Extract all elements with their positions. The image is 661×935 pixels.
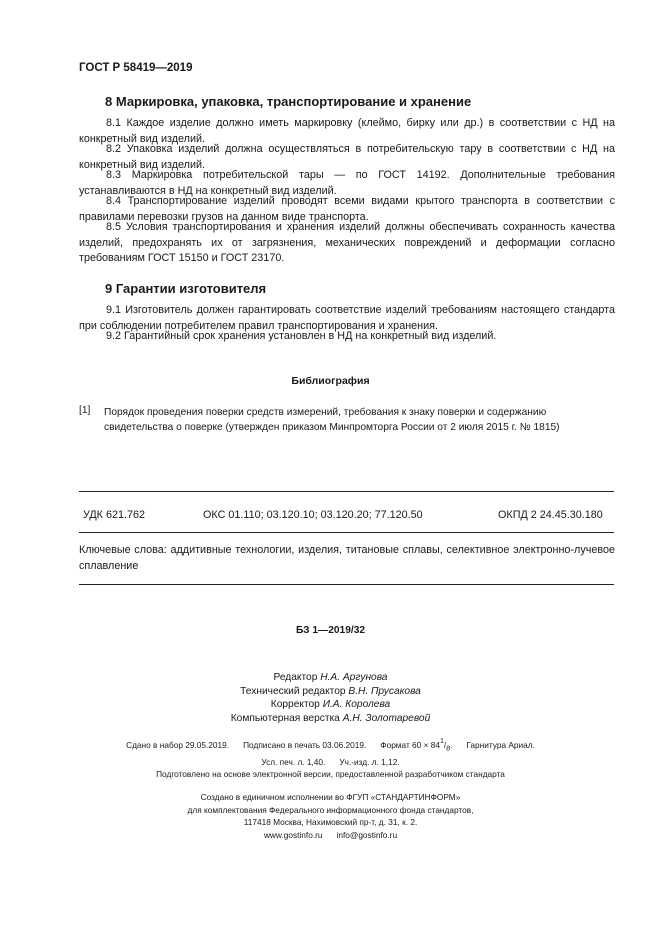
credit-tech-editor-name: В.Н. Прусакова <box>348 685 421 697</box>
imprint-format: Формат $60 \times 84^1/_8$. <box>380 738 453 753</box>
udk-code: УДК 621.762 <box>83 509 146 521</box>
section-9-title: 9 Гарантии изготовителя <box>105 281 267 296</box>
bibliography-ref-text: Порядок проведения поверки средств измерений, требования к знаку поверки и содержанию свидетельства о поверке (утвержден приказом Минпромторга России от 2 июля 2015 г. № 1815) <box>104 407 560 433</box>
imprint-prepared: Подготовлено на основе электронной версии, предоставленной разработчиком стандарта <box>156 769 505 780</box>
divider-top <box>79 491 614 492</box>
credit-layout <box>0 712 661 726</box>
imprint-typeface: Гарнитура Ариал. <box>466 739 535 750</box>
paragraph-8-5: 8.5 Условия транспортирования и хранения изделий должны обеспечивать сохранность качества изделий, предохранять их от загрязнения, механических повреждений и деформации согласно требованиям ГОСТ 15150 и ГОСТ 23170. <box>79 221 615 265</box>
publisher-block <box>0 791 661 841</box>
credit-tech-editor-label: Технический редактор <box>240 685 346 697</box>
paragraph-9-1: 9.1 Изготовитель должен гарантировать соответствие изделий требованиям настоящего стандарта при соблюдении потребителем правил транспортирования и хранения. <box>79 304 615 332</box>
bibliography-title: Библиография <box>291 375 370 387</box>
print-imprint <box>0 737 661 781</box>
divider-middle <box>79 532 614 533</box>
keywords: Ключевые слова: аддитивные технологии, изделия, титановые сплавы, селективное электронно-лучевое сплавление <box>79 544 615 572</box>
section-8-title: 8 Маркировка, упаковка, транспортирование и хранение <box>105 94 472 109</box>
credit-editor-label: Редактор <box>273 672 318 683</box>
credit-proofreader-name: И.А. Королева <box>322 699 391 710</box>
bibliography-ref-number: [1] <box>79 405 91 416</box>
credit-layout-name: А.Н. Золотаревой <box>342 712 431 724</box>
publisher-website[interactable]: www.gostinfo.ru <box>263 829 323 840</box>
imprint-format-num: 1 <box>439 738 444 745</box>
oks-code: ОКС 01.110; 03.120.10; 03.120.20; 77.120.50 <box>203 509 423 521</box>
paragraph-8-3: 8.3 Маркировка потребительской тары — по ГОСТ 14192. Дополнительные требования устанавливаются в НД на конкретный вид изделий. <box>79 169 615 197</box>
publisher-email[interactable]: info@gostinfo.ru <box>336 829 398 840</box>
publisher-address: 117418 Москва, Нахимовский пр-т, д. 31, к. 2. <box>243 817 418 827</box>
divider-bottom <box>79 584 614 585</box>
imprint-sheets-line <box>0 756 661 769</box>
credit-proofreader-label: Корректор <box>270 699 320 710</box>
credit-tech-editor <box>0 685 661 699</box>
imprint-print-sheets: Усл. печ. л. 1,40. <box>261 756 326 767</box>
paragraph-8-1: 8.1 Каждое изделие должно иметь маркировку (клеймо, бирку или др.) в соответствии с НД на конкретный вид изделий. <box>79 117 615 145</box>
imprint-format-prefix: Формат 60 × 84 <box>380 739 440 750</box>
document-id: ГОСТ Р 58419—2019 <box>79 62 193 74</box>
imprint-sent: Сдано в набор 29.05.2019. <box>126 739 230 750</box>
paragraph-8-2: 8.2 Упаковка изделий должна осуществляться в потребительскую тару в соответствии с НД на конкретный вид изделий. <box>79 143 615 171</box>
credit-proofreader <box>0 698 661 712</box>
okpd-code: ОКПД 2 24.45.30.180 <box>498 509 603 521</box>
publisher-purpose: для комплектования Федерального информационного фонда стандартов, <box>187 804 474 815</box>
publisher-created: Создано в единичном исполнении во ФГУП «СТАНДАРТИНФОРМ» <box>200 792 461 802</box>
paragraph-8-4: 8.4 Транспортирование изделий проводят всеми видами крытого транспорта в соответствии с правилами перевозки грузов на данном виде транспорта. <box>79 195 615 223</box>
imprint-pub-sheets: Уч.-изд. л. 1,12. <box>339 756 400 767</box>
credit-layout-label: Компьютерная верстка <box>230 712 340 724</box>
bz-number: БЗ 1—2019/32 <box>295 625 366 636</box>
imprint-format-den: 8 <box>446 745 451 753</box>
imprint-dates-line <box>0 737 661 756</box>
publisher-contacts <box>0 829 661 842</box>
paragraph-9-2: 9.2 Гарантийный срок хранения установлен в НД на конкретный вид изделий. <box>106 330 497 342</box>
imprint-signed: Подписано в печать 03.06.2019. <box>243 739 367 750</box>
editorial-credits <box>0 671 661 725</box>
credit-editor-name: Н.А. Аргунова <box>320 672 388 683</box>
credit-editor <box>0 671 661 685</box>
